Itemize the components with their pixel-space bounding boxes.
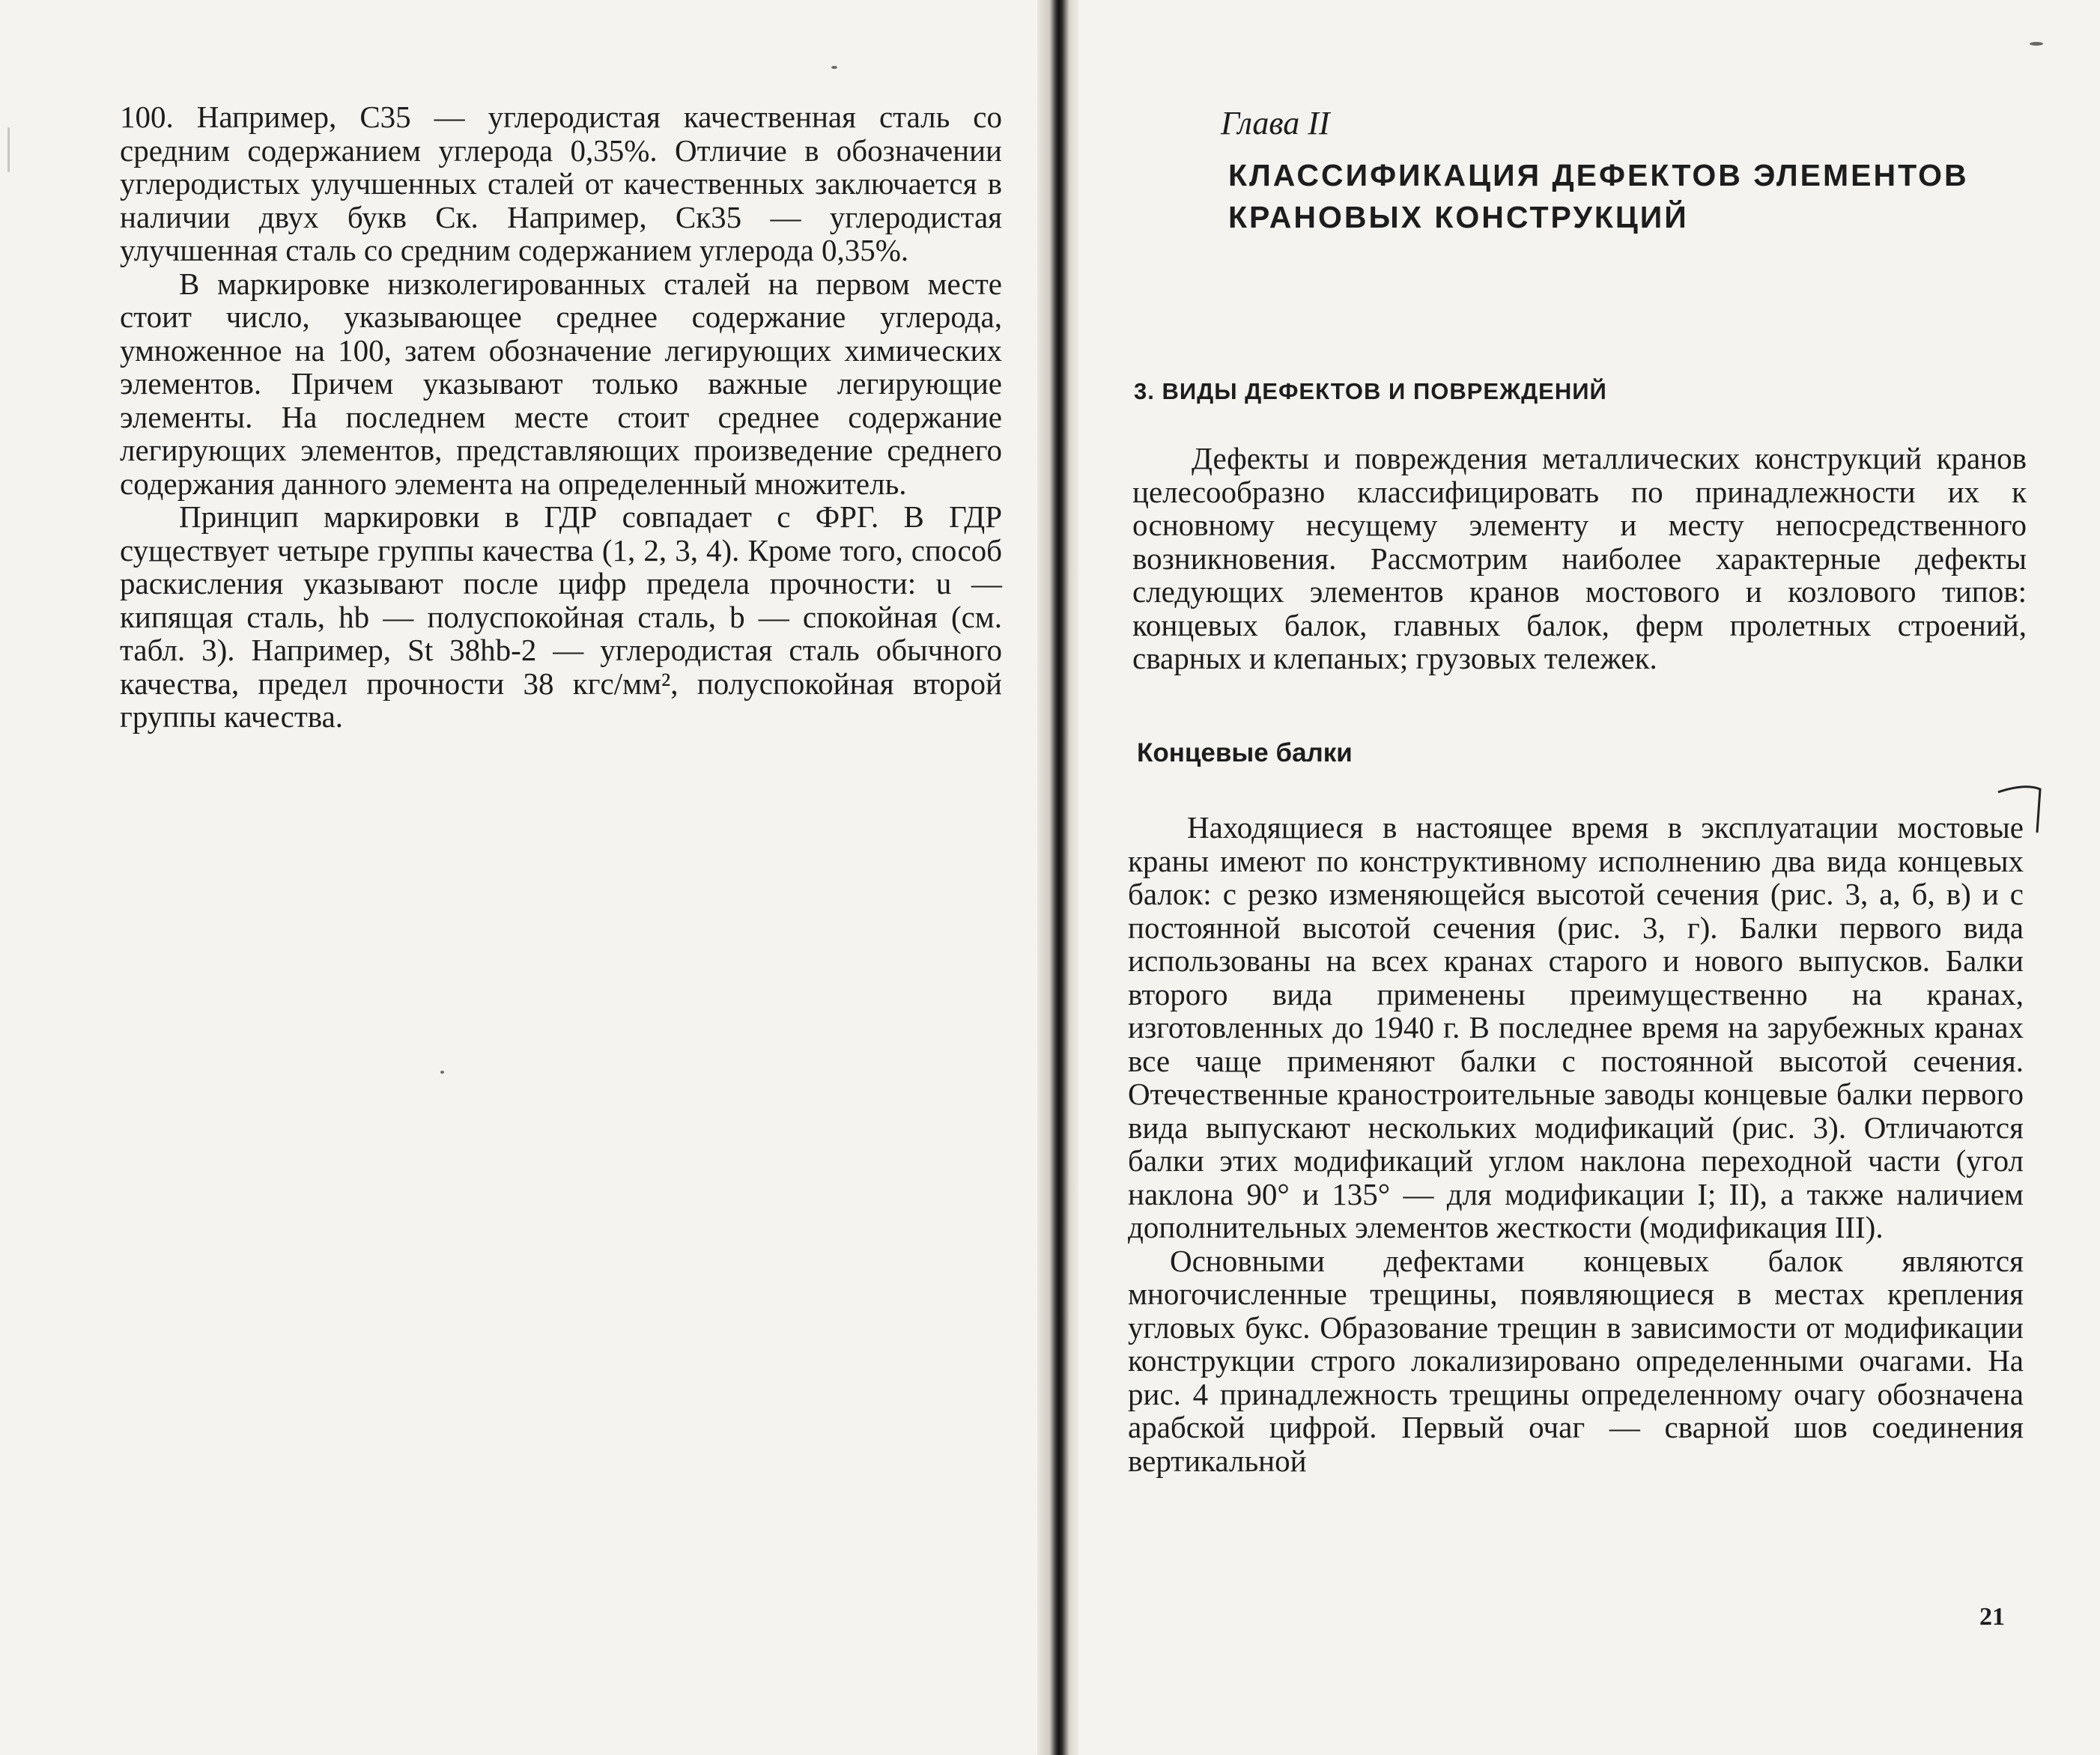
left-paragraph-3: Принцип маркировки в ГДР совпадает с ФРГ. В ГДР существует четыре группы качества (1, 2, 3, 4). Кроме того, способ раскисления указывают после цифр предела прочности: u — кипящая сталь, hb — полуспокойная сталь, b — спокойная (см. табл. 3). Например, St 38hb-2 — углеродистая сталь обычного качества, предел прочности 38 кгс/мм², полуспокойная второй группы качества. [120,499,1002,734]
scan-speck [2030,42,2043,46]
left-page [0,0,1037,1755]
subsection-paragraph-1: Находящиеся в настоящее время в эксплуатации мостовые краны имеют по конструктивному исполнению два вида концевых балок: с резко изменяющейся высотой сечения (рис. 3, а, б, в) и с постоянной высотой сечения (рис. 3, г). Балки первого вида использованы на всех кранах старого и нового выпусков. Балки второго вида применены преимущественно на кранах, изготовленных до 1940 г. В последнее время на зарубежных кранах все чаще применяют балки с постоянной высотой сечения. Отечественные краностроительные заводы концевые балки первого вида выпускают нескольких модификаций (рис. 3). Отличаются балки этих модификаций углом наклона переходной части (угол наклона 90° и 135° — для модификации I; II), а также наличием дополнительных элементов жесткости (модификация III). [1128,810,2024,1244]
book-spine [1037,0,1078,1755]
scan-speck [440,1071,444,1074]
subsection-heading: Концевые балки [1137,738,1353,767]
page-number: 21 [1979,1603,2005,1631]
left-paragraph-2: В маркировке низколегированных сталей на первом месте стоит число, указывающее среднее содержание углерода, умноженное на 100, затем обозначение легирующих химических элементов. Причем указывают только важные легирующие элементы. На последнем месте стоит среднее содержание легирующих элементов, представляющих произведение среднего содержания данного элемента на определенный множитель. [120,266,1002,501]
left-paragraph-1: 100. Например, С35 — углеродистая качественная сталь со средним содержанием углерода 0,35%. Отличие в обозначении углеродистых улучшенных сталей от качественных заключается в наличии двух букв Ск. Например, Ск35 — углеродистая улучшенная сталь со средним содержанием углерода 0,35%. [120,100,1002,267]
margin-bracket-mark [1995,783,2046,836]
section-text [1132,442,2027,675]
chapter-title: КЛАССИФИКАЦИЯ ДЕФЕКТОВ ЭЛЕМЕНТОВ КРАНОВЫХ КОНСТРУКЦИЙ [1228,158,1969,234]
section-paragraph: Дефекты и повреждения металлических конструкций кранов целесообразно классифицировать по принадлежности их к основному несущему элементу и месту непосредственного возникновения. Рассмотрим наиболее характерные дефекты следующих элементов кранов мостового и козлового типов: концевых балок, главных балок, ферм пролетных строений, сварных и клепаных; грузовых тележек. [1132,441,2027,675]
subsection-paragraph-2: Основными дефектами концевых балок являются многочисленные трещины, появляющиеся в местах крепления угловых букс. Образование трещин в зависимости от модификации конструкции строго локализировано определенными очагами. На рис. 4 принадлежность трещины определенному очагу обозначена арабской цифрой. Первый очаг — сварной шов соединения вертикальной [1128,1243,2024,1478]
left-page-text [120,100,1002,734]
scan-speck [7,127,10,172]
section-heading: 3. ВИДЫ ДЕФЕКТОВ И ПОВРЕЖДЕНИЙ [1134,378,1607,404]
scan-speck [831,66,837,69]
chapter-label: Глава II [1221,105,1330,142]
subsection-text [1128,811,2024,1477]
